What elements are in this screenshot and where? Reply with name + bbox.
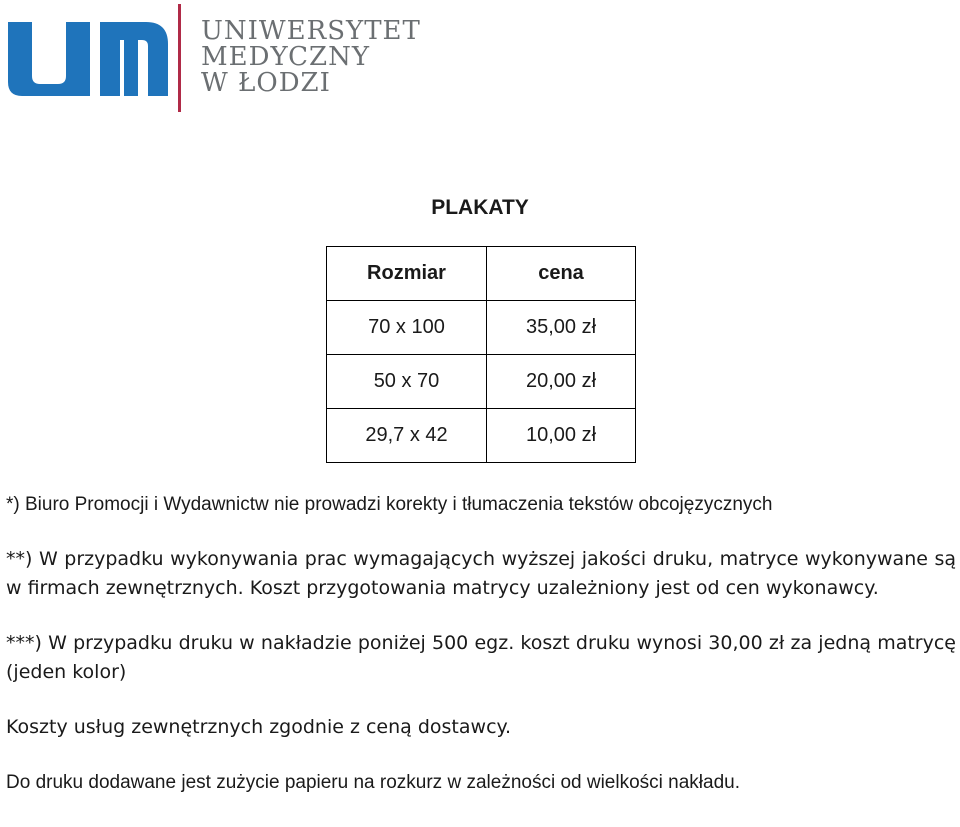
table-header-row (327, 247, 636, 301)
size-cell: 29,7 x 42 (327, 409, 487, 463)
price-table (326, 246, 636, 463)
note-paper-waste: Do druku dodawane jest zużycie papieru na rozkurz w zależności od wielkości nakładu. (6, 772, 740, 793)
note-proofreading: *) Biuro Promocji i Wydawnictw nie prowadzi korekty i tłumaczenia tekstów obcojęzycznych (6, 494, 773, 515)
table-row (327, 409, 636, 463)
notes-section (6, 490, 956, 797)
size-cell: 50 x 70 (327, 355, 487, 409)
note-external-costs: Koszty usług zewnętrznych zgodnie z ceną dostawcy. (6, 716, 512, 738)
size-cell: 70 x 100 (327, 301, 487, 355)
university-logo (8, 4, 428, 116)
logo-line-1: UNIWERSYTET (201, 16, 421, 46)
price-cell: 20,00 zł (487, 355, 636, 409)
price-cell: 10,00 zł (487, 409, 636, 463)
logo-divider (178, 4, 181, 112)
note-small-run: ***) W przypadku druku w nakładzie poniżej 500 egz. koszt druku wynosi 30,00 zł za jedną matrycę (jeden kolor) (6, 632, 956, 683)
table-row (327, 355, 636, 409)
page-title: PLAKATY (431, 196, 529, 219)
table-row (327, 301, 636, 355)
logo-u-shape (8, 22, 90, 96)
column-header-size: Rozmiar (327, 247, 487, 301)
logo-wordmark (201, 18, 421, 96)
price-cell: 35,00 zł (487, 301, 636, 355)
um-logo-mark (8, 4, 183, 116)
logo-line-2: MEDYCZNY (201, 42, 371, 72)
column-header-price: cena (487, 247, 636, 301)
logo-line-3: W ŁODZI (201, 68, 331, 98)
logo-m-shape (100, 22, 168, 96)
note-matrices: **) W przypadku wykonywania prac wymagających wyższej jakości druku, matryce wykonywane są w firmach zewnętrznych. Koszt przygotowania matrycy uzależniony jest od cen wykonawcy. (6, 548, 956, 599)
